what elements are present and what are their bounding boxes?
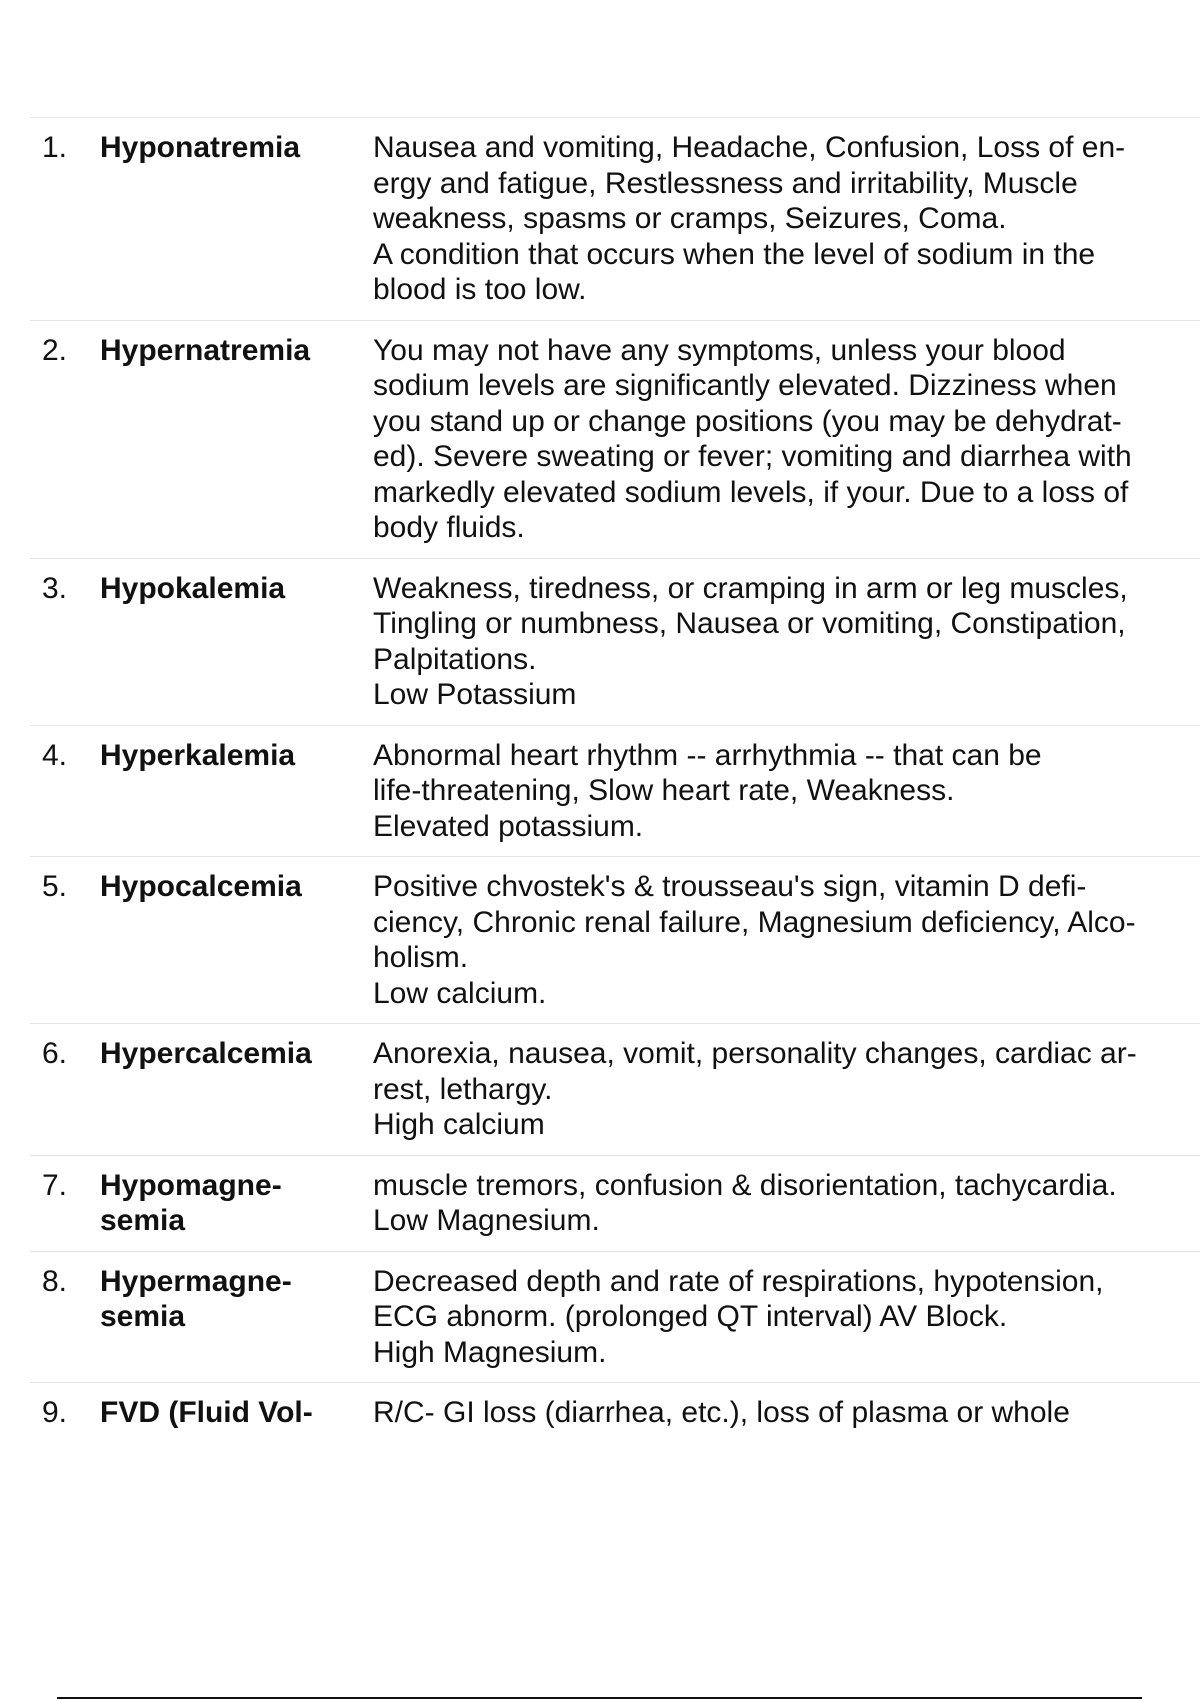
row-term: Hypercalcemia — [100, 1037, 312, 1070]
table-row — [30, 1251, 1200, 1383]
row-term: Hypomagne- semia — [100, 1168, 282, 1237]
row-description: R/C- GI loss (diarrhea, etc.), loss of plasma or whole — [373, 1396, 1070, 1429]
row-term: Hyponatremia — [100, 131, 301, 164]
row-number: 9. — [42, 1396, 68, 1429]
row-term: Hypernatremia — [100, 333, 311, 367]
table-row — [30, 1155, 1200, 1251]
row-description: Anorexia, nausea, vomit, personality changes, cardiac ar- rest, lethargy. High calcium — [373, 1037, 1137, 1141]
row-term: Hypermagne- semia — [100, 1264, 292, 1333]
row-term: Hyperkalemia — [100, 738, 296, 772]
row-description: Abnormal heart rhythm -- arrhythmia -- that can be life-threatening, Slow heart rate, Weakness. Elevated potassium. — [373, 738, 1042, 843]
row-number: 7. — [42, 1168, 68, 1202]
row-term: Hypokalemia — [100, 571, 286, 605]
row-description: Decreased depth and rate of respirations, hypotension, ECG abnorm. (prolonged QT interval) AV Block. High Magnesium. — [373, 1264, 1104, 1369]
row-number: 8. — [42, 1264, 68, 1298]
row-term: FVD (Fluid Vol- — [100, 1396, 313, 1429]
row-number: 2. — [42, 333, 68, 367]
row-number: 5. — [42, 870, 68, 903]
table-row — [30, 320, 1200, 558]
row-description: muscle tremors, confusion & disorientation, tachycardia. Low Magnesium. — [373, 1168, 1117, 1237]
row-number: 1. — [42, 131, 68, 164]
row-number: 6. — [42, 1037, 68, 1070]
table-row — [30, 117, 1200, 320]
table-row — [30, 856, 1200, 1023]
table-row — [30, 1023, 1200, 1155]
table-row — [30, 1382, 1200, 1443]
footer-divider — [57, 1697, 1142, 1699]
table-row — [30, 558, 1200, 725]
row-number: 3. — [42, 571, 68, 605]
row-description: Positive chvostek's & trousseau's sign, vitamin D defi- ciency, Chronic renal failure, Magnesium deficiency, Alco- holism. Low calcium. — [373, 870, 1136, 1010]
row-number: 4. — [42, 738, 68, 772]
row-description: You may not have any symptoms, unless your blood sodium levels are significantly elevated. Dizziness when you stand up or change positions (you may be dehydrat- ed). Severe sweating or fever; vomiting and diarrhea with markedly elevated sodium levels, if your. Due to a loss of body fluids. — [373, 333, 1132, 544]
table-row — [30, 725, 1200, 857]
row-description: Nausea and vomiting, Headache, Confusion, Loss of en- ergy and fatigue, Restlessness and irritability, Muscle weakness, spasms or cramps, Seizures, Coma. A condition that occurs when the level of sodium in the blood is too low. — [373, 131, 1126, 306]
row-description: Weakness, tiredness, or cramping in arm or leg muscles, Tingling or numbness, Nausea or vomiting, Constipation, Palpitations. Low Potassium — [373, 571, 1128, 711]
electrolyte-table — [30, 117, 1200, 1443]
row-term: Hypocalcemia — [100, 870, 302, 903]
